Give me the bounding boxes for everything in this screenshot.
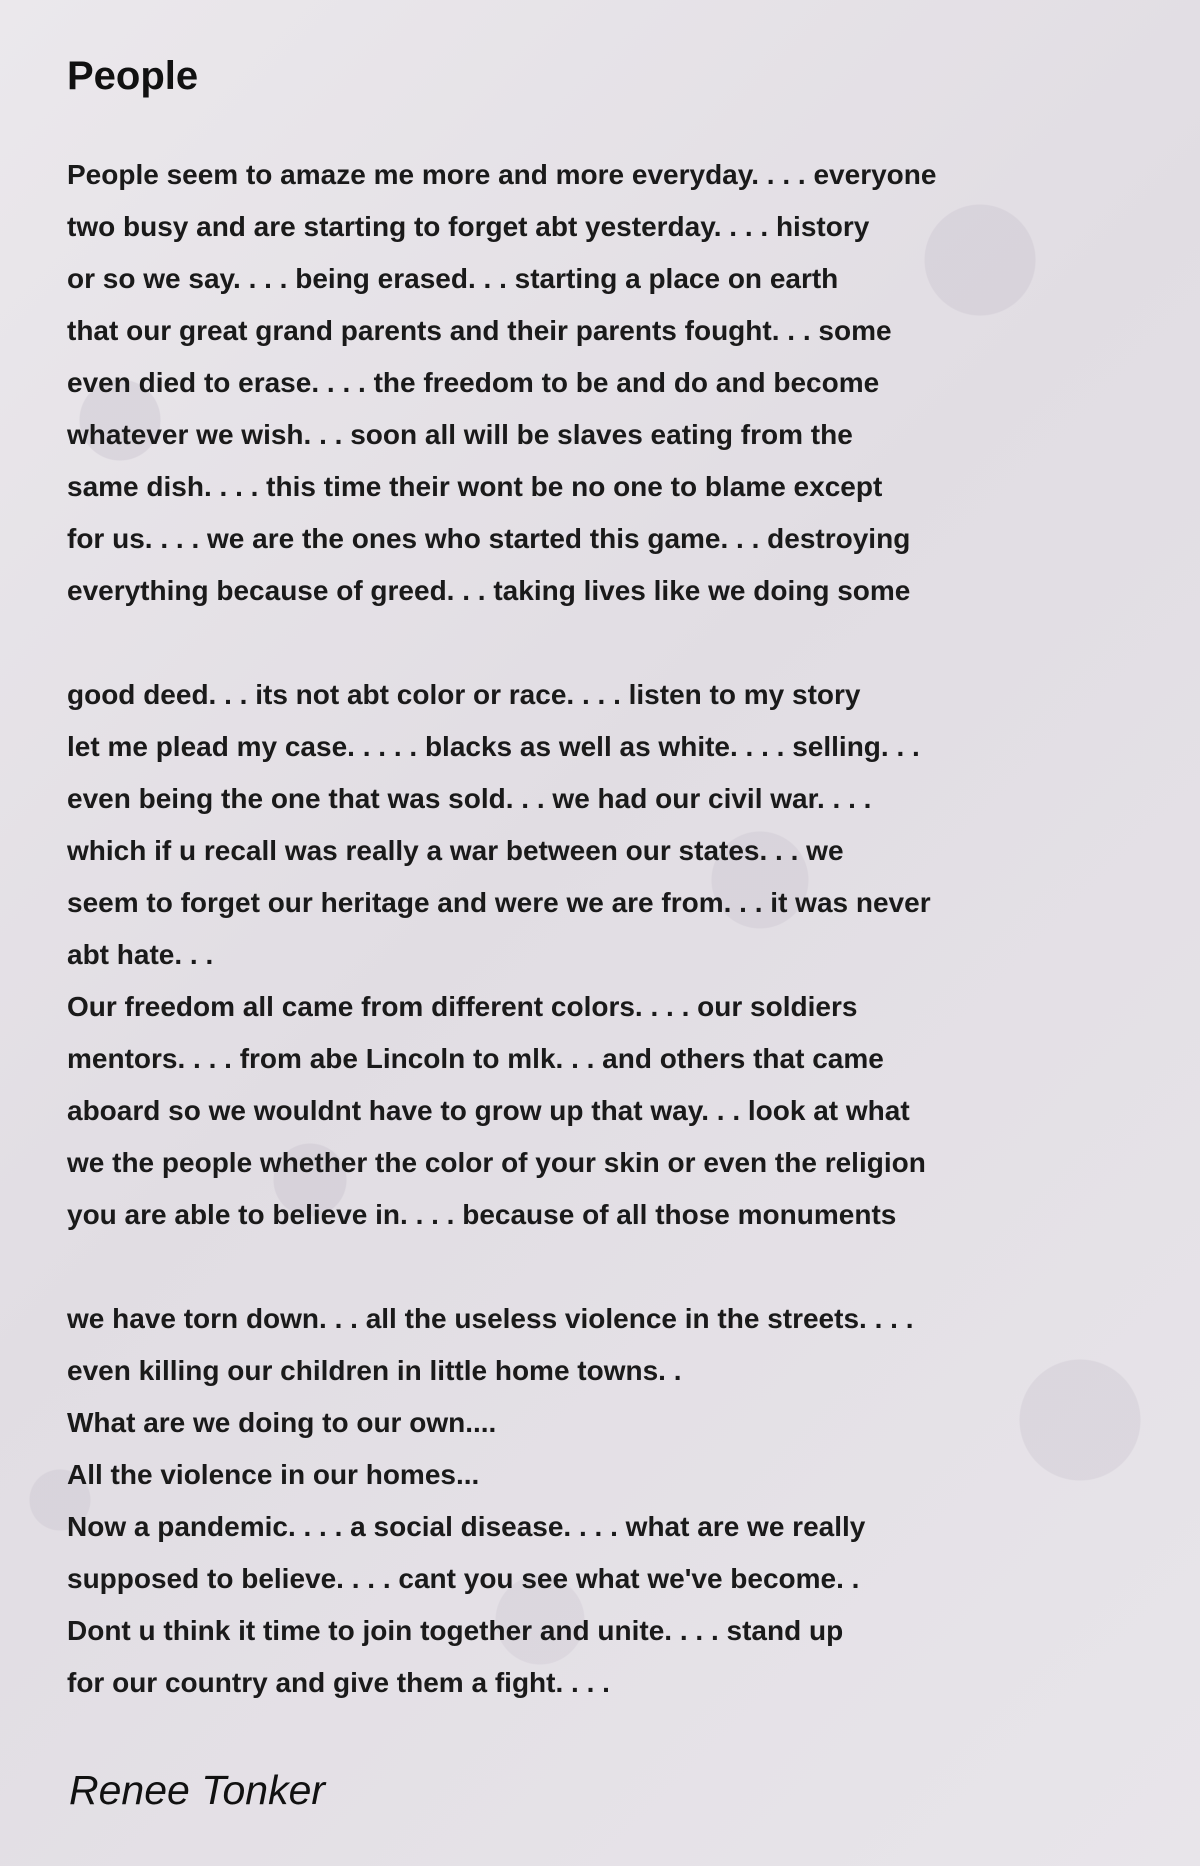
poem-line: you are able to believe in. . . . because of all those monuments	[67, 1199, 897, 1230]
poem-line: that our great grand parents and their parents fought. . . some	[67, 315, 892, 346]
poem-line: for our country and give them a fight. . . .	[67, 1667, 610, 1698]
poem-line: What are we doing to our own....	[67, 1407, 497, 1438]
poem-line: supposed to believe. . . . cant you see what we've become. .	[67, 1563, 860, 1594]
poem-line: People seem to amaze me more and more everyday. . . . everyone	[67, 159, 937, 190]
poem-line: whatever we wish. . . soon all will be slaves eating from the	[67, 419, 853, 450]
poem-line: even died to erase. . . . the freedom to be and do and become	[67, 367, 880, 398]
poem-line: which if u recall was really a war between our states. . . we	[67, 835, 844, 866]
poem-line: Now a pandemic. . . . a social disease. . . . what are we really	[67, 1511, 866, 1542]
poem-line: for us. . . . we are the ones who started this game. . . destroying	[67, 523, 911, 554]
poem-line: we have torn down. . . all the useless violence in the streets. . . .	[67, 1303, 914, 1334]
poem-line: even killing our children in little home towns. .	[67, 1355, 682, 1386]
poem-stanza	[67, 149, 1177, 617]
poem-stanza	[67, 669, 1177, 1241]
poem-line: or so we say. . . . being erased. . . starting a place on earth	[67, 263, 839, 294]
poem-line: Our freedom all came from different colors. . . . our soldiers	[67, 991, 858, 1022]
poem-line: good deed. . . its not abt color or race. . . . listen to my story	[67, 679, 861, 710]
poem-line: let me plead my case. . . . . blacks as well as white. . . . selling. . .	[67, 731, 920, 762]
poem-line: seem to forget our heritage and were we are from. . . it was never	[67, 887, 931, 918]
poem-line: mentors. . . . from abe Lincoln to mlk. . . and others that came	[67, 1043, 884, 1074]
poem-line: same dish. . . . this time their wont be no one to blame except	[67, 471, 883, 502]
poem-line: we the people whether the color of your skin or even the religion	[67, 1147, 926, 1178]
poem-line: everything because of greed. . . taking lives like we doing some	[67, 575, 911, 606]
poem-author: Renee Tonker	[69, 1767, 326, 1813]
poem-stanza	[67, 1293, 1177, 1709]
poem-line: aboard so we wouldnt have to grow up that way. . . look at what	[67, 1095, 910, 1126]
poem-line: All the violence in our homes...	[67, 1459, 480, 1490]
poem-line: Dont u think it time to join together and unite. . . . stand up	[67, 1615, 844, 1646]
poem-title: People	[67, 54, 199, 98]
poem-body	[67, 149, 1177, 1761]
poem-line: even being the one that was sold. . . we had our civil war. . . .	[67, 783, 872, 814]
poem-line: two busy and are starting to forget abt yesterday. . . . history	[67, 211, 870, 242]
poem-line: abt hate. . .	[67, 939, 214, 970]
